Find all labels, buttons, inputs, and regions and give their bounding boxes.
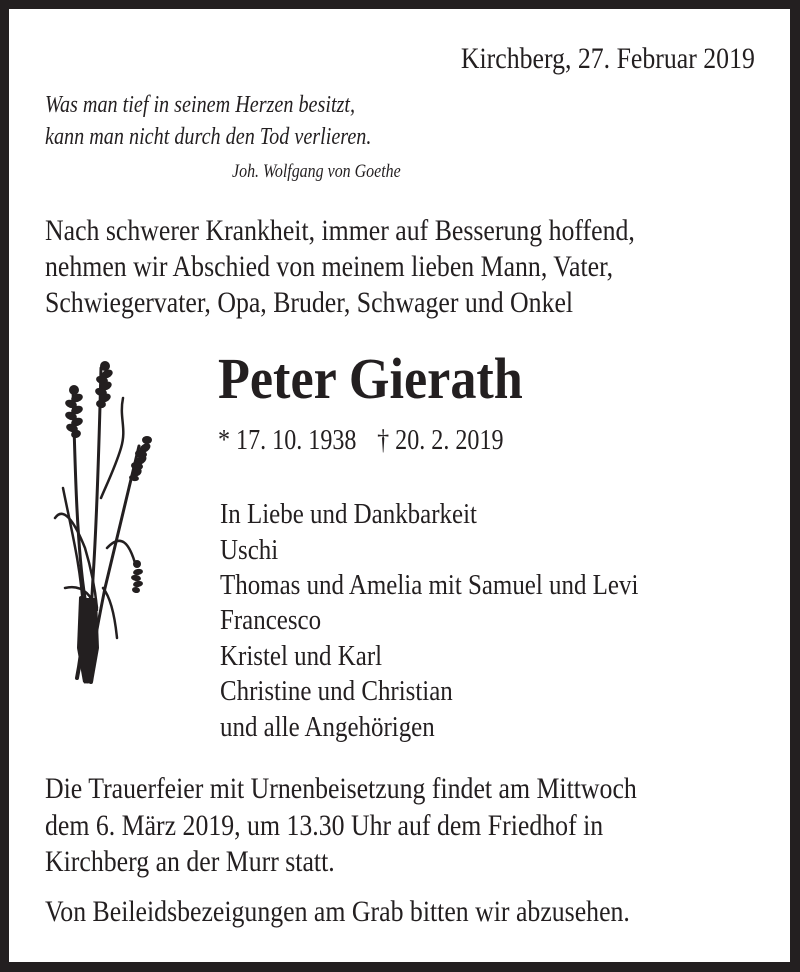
mourner-line: Francesco [220, 604, 322, 636]
place-date: Kirchberg, 27. Februar 2019 [460, 42, 755, 75]
birth-symbol: * [218, 425, 231, 456]
death-date: 20. 2. 2019 [395, 425, 504, 456]
intro-line-2: nehmen wir Abschied von meinem lieben Mann, Vater, [45, 250, 614, 283]
birth-date: 17. 10. 1938 [236, 425, 357, 456]
mourner-line: Uschi [220, 534, 279, 566]
quote-line-2: kann man nicht durch den Tod verlieren. [45, 124, 372, 150]
ceremony-line-2: dem 6. März 2019, um 13.30 Uhr auf dem Friedhof in [45, 809, 604, 842]
deceased-name: Peter Gierath [218, 346, 523, 411]
life-dates [218, 427, 504, 455]
death-symbol: † [377, 425, 390, 456]
intro-line-3: Schwiegervater, Opa, Bruder, Schwager und Onkel [45, 286, 574, 319]
mourner-line: Kristel und Karl [220, 640, 383, 672]
ceremony-line-3: Kirchberg an der Murr statt. [45, 845, 335, 878]
intro-line-1: Nach schwerer Krankheit, immer auf Besserung hoffend, [45, 214, 635, 247]
mourner-line: Thomas und Amelia mit Samuel und Levi [220, 569, 639, 601]
ceremony-line-1: Die Trauerfeier mit Urnenbeisetzung findet am Mittwoch [45, 772, 637, 805]
quote-line-1: Was man tief in seinem Herzen besitzt, [45, 92, 356, 118]
wheat-ears-icon [41, 348, 161, 684]
quote-author: Joh. Wolfgang von Goethe [232, 161, 401, 182]
mourner-line: und alle Angehörigen [220, 711, 435, 743]
mourner-line: Christine und Christian [220, 675, 453, 707]
closing-note: Von Beileidsbezeigungen am Grab bitten wir abzusehen. [45, 895, 630, 928]
mourner-line: In Liebe und Dankbarkeit [220, 498, 477, 530]
obituary-notice [9, 9, 790, 962]
